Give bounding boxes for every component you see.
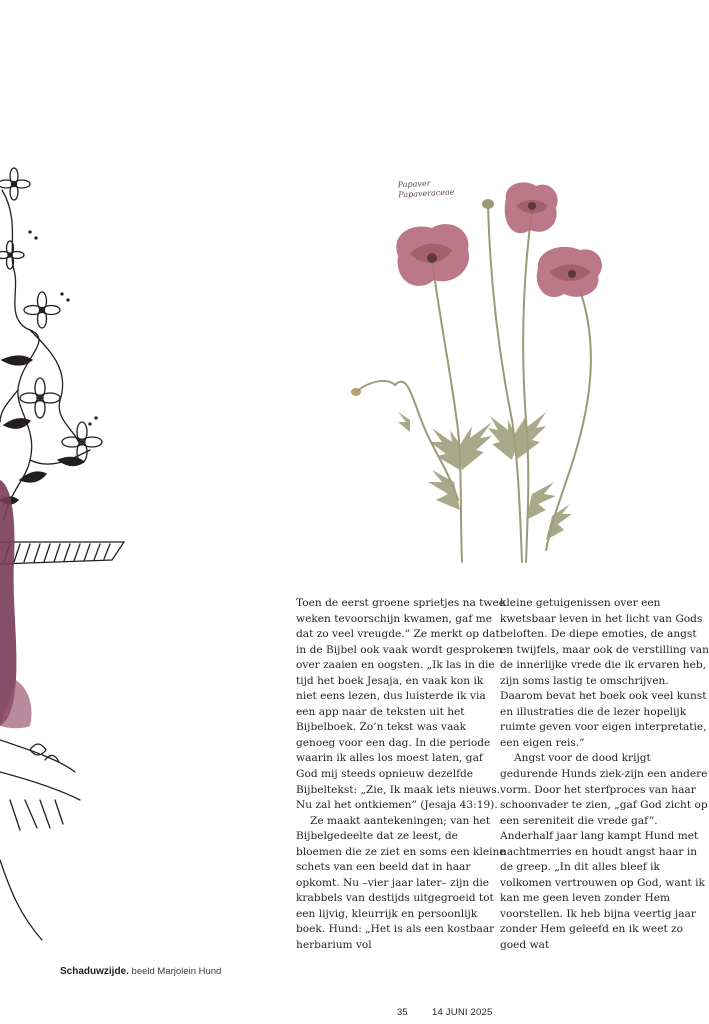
herbarium-label-line: Papaver xyxy=(397,178,431,190)
page-number: 35 xyxy=(397,1007,408,1018)
caption-credit: beeld Marjolein Hund xyxy=(131,966,222,977)
image-caption xyxy=(60,966,221,977)
article-paragraph: Angst voor de dood krijgt gedurende Hunds ziek-zijn een andere vorm. Door het sterfproces van haar schoonvader te zien, „gaf God zicht op een sereniteit die vrede gaf”. Anderhalf jaar lang kampt Hund met nachtmerries en houdt angst haar in de greep. „In dit alles bleef ik volkomen vertrouwen op God, want ik kan me geen leven zonder Hem voorstellen. Ik heb bijna veertig jaar zonder Hem geleefd en ik weet zo goed wat xyxy=(500,752,708,952)
pressed-poppy-image xyxy=(340,170,620,570)
article-paragraph: Toen de eerst groene sprietjes na twee weken tevoorschijn kwamen, gaf me dat zo veel vreugde.” Ze merkt op dat in de Bijbel ook vaak wordt gesproken over zaaien en oogsten. „Ik las in die tijd het boek Jesaja, en vaak kon ik niet eens lezen, dus luisterde ik via een app naar de teksten uit het Bijbelboek. Zo’n tekst was vaak genoeg voor een dag. In die periode waarin ik alles los moest laten, gaf God mij steeds opnieuw dezelfde Bijbeltekst: „Zie, Ik maak iets nieuws. Nu zal het ontkiemen” (Jesaja 43:19). xyxy=(296,597,506,812)
article-paragraph: Ze maakt aantekeningen; van het Bijbelgedeelte dat ze leest, de bloemen die ze ziet en soms een kleine schets van een beeld dat in haar opkomt. Nu –vier jaar later– zijn die krabbels van destijds uitgegroeid tot een lijvig, kleurrijk en persoonlijk boek. Hund: „Het is als een kostbaar herbarium vol xyxy=(296,814,506,952)
herbarium-label-line: Papaveraceae xyxy=(398,187,455,200)
issue-date: 14 JUNI 2025 xyxy=(432,1007,493,1018)
article-paragraph: kleine getuigenissen over een kwetsbaar leven in het licht van Gods beloften. De diepe emoties, de angst en twijfels, maar ook de verstilling van de innerlijke vrede die ik ervaren heb, zijn soms lastig te omschrijven. Daarom bevat het boek ook veel kunst en illustraties die de lezer hopelijk ruimte geven voor eigen interpretatie, een eigen reis.” xyxy=(500,597,709,749)
article-column-2 xyxy=(500,596,709,954)
flower-sketch-illustration xyxy=(0,160,140,950)
caption-title: Schaduwzijde. xyxy=(60,966,129,977)
article-column-1 xyxy=(296,596,506,954)
